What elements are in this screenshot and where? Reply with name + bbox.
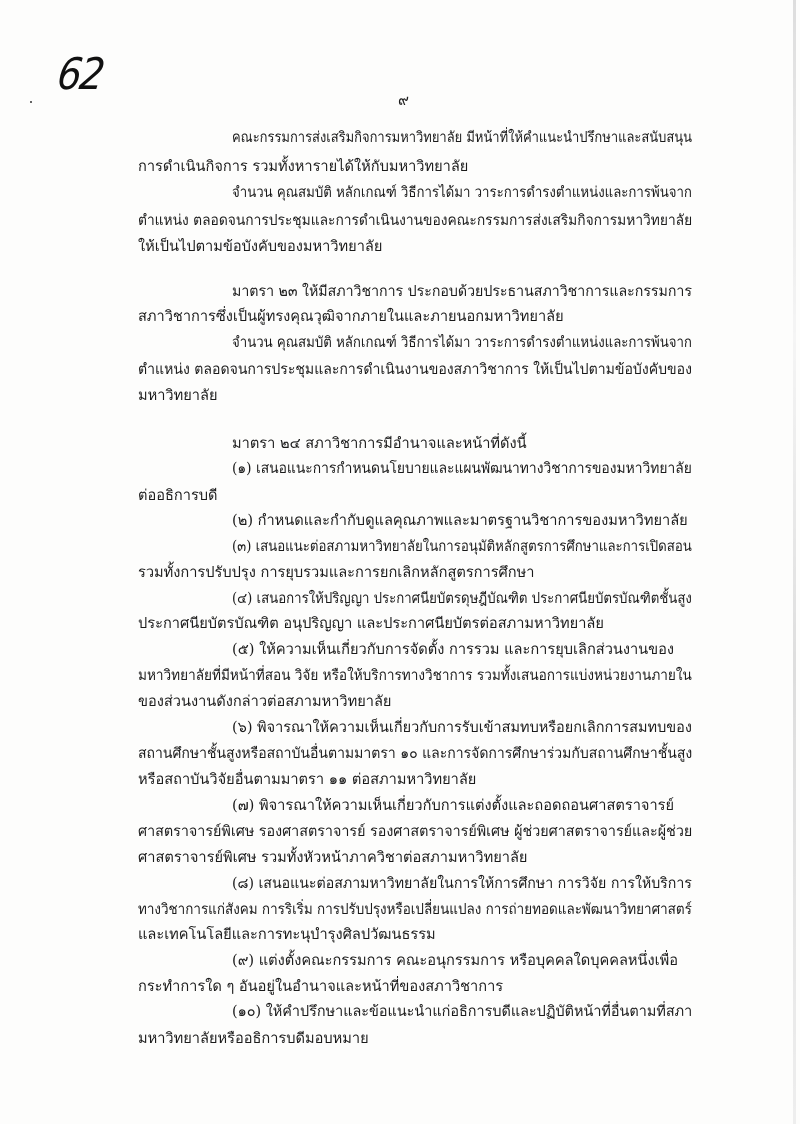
text-line: ศาสตราจารย์พิเศษ รวมทั้งหัวหน้าภาควิชาต่อสภามหาวิทยาลัย [138,849,528,866]
text-line: ทางวิชาการแก่สังคม การริเริ่ม การปรับปรุงหรือเปลี่ยนแปลง การถ่ายทอดและพัฒนาวิทยาศาสตร์ [138,901,692,918]
text-line: จำนวน คุณสมบัติ หลักเกณฑ์ วิธีการได้มา วาระการดำรงตำแหน่งและการพ้นจาก [232,184,692,201]
text-line: (๙) แต่งตั้งคณะกรรมการ คณะอนุกรรมการ หรือบุคคลใดบุคคลหนึ่งเพื่อ [232,952,679,969]
text-line: (๕) ให้ความเห็นเกี่ยวกับการจัดตั้ง การรวม และการยุบเลิกส่วนงานของ [232,641,675,658]
text-line: (๖) พิจารณาให้ความเห็นเกี่ยวกับการรับเข้าสมทบหรือยกเลิกการสมทบของ [232,719,692,736]
text-line: สภาวิชาการซึ่งเป็นผู้ทรงคุณวุฒิจากภายในและภายนอกมหาวิทยาลัย [138,308,564,325]
page-number: ๙ [398,91,409,109]
text-line: ของส่วนงานดังกล่าวต่อสภามหาวิทยาลัย [138,693,392,710]
scan-edge [793,0,796,1124]
text-line: (๘) เสนอแนะต่อสภามหาวิทยาลัยในการให้การศึกษา การวิจัย การให้บริการ [232,875,692,892]
scan-speck [30,101,32,103]
handwritten-page-number: 62 [54,48,106,100]
text-line: สถานศึกษาชั้นสูงหรือสถาบันอื่นตามมาตรา ๑๐ และการจัดการศึกษาร่วมกับสถานศึกษาชั้นสูง [138,745,693,762]
text-line: (๑๐) ให้คำปรึกษาและข้อแนะนำแก่อธิการบดีและปฏิบัติหน้าที่อื่นตามที่สภา [232,1003,693,1020]
text-line: มหาวิทยาลัยหรืออธิการบดีมอบหมาย [138,1030,369,1047]
text-line: กระทำการใด ๆ อันอยู่ในอำนาจและหน้าที่ของสภาวิชาการ [138,978,504,995]
text-line: ให้เป็นไปตามข้อบังคับของมหาวิทยาลัย [138,238,383,255]
text-line: การดำเนินกิจการ รวมทั้งหารายได้ให้กับมหาวิทยาลัย [138,158,469,175]
text-line: ตำแหน่ง ตลอดจนการประชุมและการดำเนินงานของสภาวิชาการ ให้เป็นไปตามข้อบังคับของ [138,361,692,378]
text-line: ศาสตราจารย์พิเศษ รองศาสตราจารย์ รองศาสตราจารย์พิเศษ ผู้ช่วยศาสตราจารย์และผู้ช่วย [138,823,693,840]
text-line: รวมทั้งการปรับปรุง การยุบรวมและการยกเลิกหลักสูตรการศึกษา [138,564,535,581]
text-line: มหาวิทยาลัย [138,387,218,404]
text-line: (๒) กำหนดและกำกับดูแลคุณภาพและมาตรฐานวิชาการของมหาวิทยาลัย [232,512,688,529]
text-line: ต่ออธิการบดี [138,487,218,504]
text-line: (๔) เสนอการให้ปริญญา ประกาศนียบัตรดุษฎีบัณฑิต ประกาศนียบัตรบัณฑิตชั้นสูง [232,590,692,607]
text-line: (๗) พิจารณาให้ความเห็นเกี่ยวกับการแต่งตั้งและถอดถอนศาสตราจารย์ [232,797,675,814]
text-line: หรือสถาบันวิจัยอื่นตามมาตรา ๑๑ ต่อสภามหาวิทยาลัย [138,771,477,788]
text-line: (๑) เสนอแนะการกำหนดนโยบายและแผนพัฒนาทางวิชาการของมหาวิทยาลัย [232,460,692,477]
text-line: คณะกรรมการส่งเสริมกิจการมหาวิทยาลัย มีหน้าที่ให้คำแนะนำปรึกษาและสนับสนุน [232,129,692,146]
text-line: ตำแหน่ง ตลอดจนการประชุมและการดำเนินงานของคณะกรรมการส่งเสริมกิจการมหาวิทยาลัย [138,212,693,229]
text-line: (๓) เสนอแนะต่อสภามหาวิทยาลัยในการอนุมัติหลักสูตรการศึกษาและการเปิดสอน [232,538,692,555]
text-line: มหาวิทยาลัยที่มีหน้าที่สอน วิจัย หรือให้บริการทางวิชาการ รวมทั้งเสนอการแบ่งหน่วยงานภายใน [138,667,692,684]
text-line: มาตรา ๒๔ สภาวิชาการมีอำนาจและหน้าที่ดังนี้ [232,435,527,452]
text-line: และเทคโนโลยีและการทะนุบำรุงศิลปวัฒนธรรม [138,926,436,943]
text-line: จำนวน คุณสมบัติ หลักเกณฑ์ วิธีการได้มา วาระการดำรงตำแหน่งและการพ้นจาก [232,334,692,351]
text-line: ประกาศนียบัตรบัณฑิต อนุปริญญา และประกาศนียบัตรต่อสภามหาวิทยาลัย [138,615,604,632]
text-line: มาตรา ๒๓ ให้มีสภาวิชาการ ประกอบด้วยประธานสภาวิชาการและกรรมการ [232,283,692,300]
